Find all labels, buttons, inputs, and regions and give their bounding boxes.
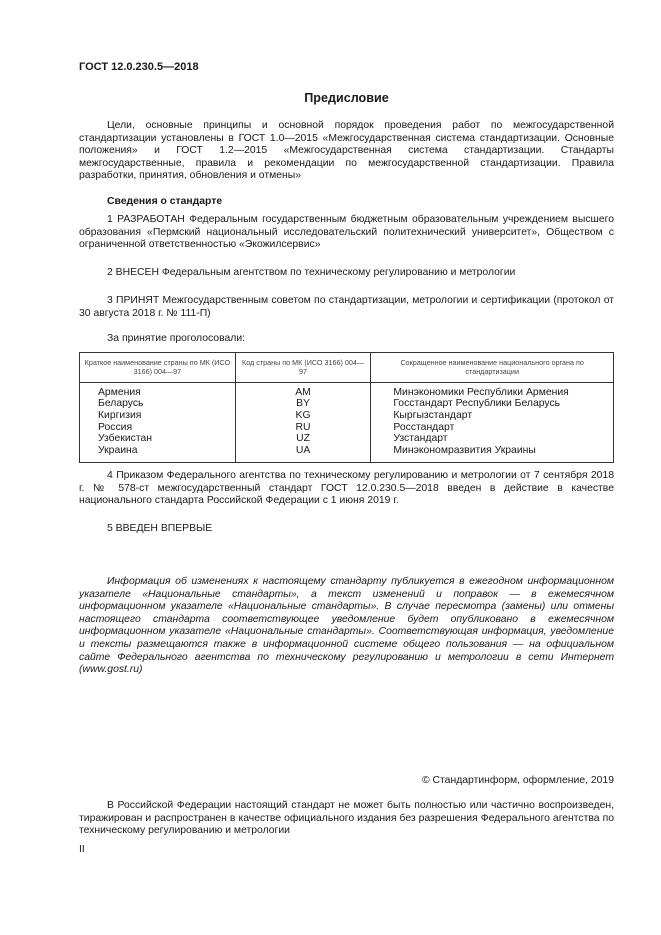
intro-paragraph [79, 120, 614, 183]
item-introduced: 2 ВНЕСЕН Федеральным агентством по техническому регулированию и метрологии [107, 267, 516, 278]
body-cell: Кыргызстандарт [371, 410, 614, 422]
item-order-text: 4 Приказом Федерального агентства по техническому регулированию и метрологии от 7 сентября 2018 г. № 578-ст межгосударственный стандарт ГОСТ 12.0.230.5—2018 введен в действие в качестве национального стандарта Российской Федерации с 1 июня 2019 г. [79, 470, 614, 507]
country-cell: Россия [80, 422, 236, 434]
reproduction-text: В Российской Федерации настоящий стандарт не может быть полностью или частично воспроизведен, тиражирован и распространен в качестве официального издания без разрешения Федерального агентства по техническому регулированию и метрологии [79, 800, 614, 837]
code-cell: BY [235, 398, 371, 410]
intro-text: Цели, основные принципы и основной порядок проведения работ по межгосударственной стандартизации установлены в ГОСТ 1.0—2015 «Межгосударственная система стандартизации. Основные положения» и ГОСТ 1.2—2015 «Межгосударственная система стандартизации. Стандарты межгосударственные, правила и рекомендации по межгосударственной стандартизации. Правила разработки, принятия, обновления и отмены» [79, 120, 614, 182]
member-states-table [79, 352, 614, 463]
change-notice [79, 576, 614, 677]
item-adopted [79, 295, 614, 320]
code-cell: KG [235, 410, 371, 422]
body-cell: Росстандарт [371, 422, 614, 434]
code-cell: RU [235, 422, 371, 434]
item-adopted-text: 3 ПРИНЯТ Межгосударственным советом по стандартизации, метрологии и сертификации (протокол от 30 августа 2018 г. № 111-П) [79, 295, 614, 319]
table-row [80, 433, 614, 445]
country-cell: Армения [80, 382, 236, 398]
table-row [80, 410, 614, 422]
table-row [80, 398, 614, 410]
country-cell: Украина [80, 445, 236, 463]
table-header-row [80, 353, 614, 383]
standard-code: ГОСТ 12.0.230.5—2018 [79, 61, 199, 73]
table-row [80, 422, 614, 434]
item-order [79, 470, 614, 508]
body-cell: Госстандарт Республики Беларусь [371, 398, 614, 410]
change-notice-text: Информация об изменениях к настоящему стандарту публикуется в ежегодном информационном указателе «Национальные стандарты», а текст изменений и поправок — в ежемесячном информационном указателе «Национальные стандарты». В случае пересмотра (замены) или отмены настоящего стандарта соответствующее уведомление будет опубликовано в ежемесячном информационном указателе «Национальные стандарты». Соответствующая информация, уведомление и тексты размещаются также в информационной системе общего пользования — на официальном сайте Федерального агентства по техническому регулированию и метрологии в сети Интернет (www.gost.ru) [79, 576, 614, 676]
voted-label: За принятие проголосовали: [107, 333, 246, 344]
body-cell: Минэкономики Республики Армения [371, 382, 614, 398]
table-row [80, 382, 614, 398]
code-cell: AM [235, 382, 371, 398]
body-cell: Узстандарт [371, 433, 614, 445]
page-number: II [79, 844, 85, 855]
country-cell: Узбекистан [80, 433, 236, 445]
column-header-body: Сокращенное наименование национального органа по стандартизации [371, 353, 614, 383]
column-header-country: Краткое наименование страны по МК (ИСО 3166) 004—97 [80, 353, 236, 383]
item-first-introduced: 5 ВВЕДЕН ВПЕРВЫЕ [107, 523, 213, 534]
reproduction-notice [79, 800, 614, 838]
column-header-code: Код страны по МК (ИСО 3166) 004—97 [235, 353, 371, 383]
country-cell: Беларусь [80, 398, 236, 410]
item-developed-text: 1 РАЗРАБОТАН Федеральным государственным бюджетным образовательным учреждением высшего образования «Пермский национальный исследовательский политехнический университет», Обществом с ограниченной ответственностью «Экожилсервис» [79, 214, 614, 251]
code-cell: UA [235, 445, 371, 463]
country-cell: Киргизия [80, 410, 236, 422]
page-title: Предисловие [304, 91, 389, 105]
code-cell: UZ [235, 433, 371, 445]
copyright-line: © Стандартинформ, оформление, 2019 [421, 775, 614, 786]
table-row [80, 445, 614, 463]
item-developed [79, 214, 614, 252]
body-cell: Минэкономразвития Украины [371, 445, 614, 463]
section-heading: Сведения о стандарте [107, 196, 223, 207]
